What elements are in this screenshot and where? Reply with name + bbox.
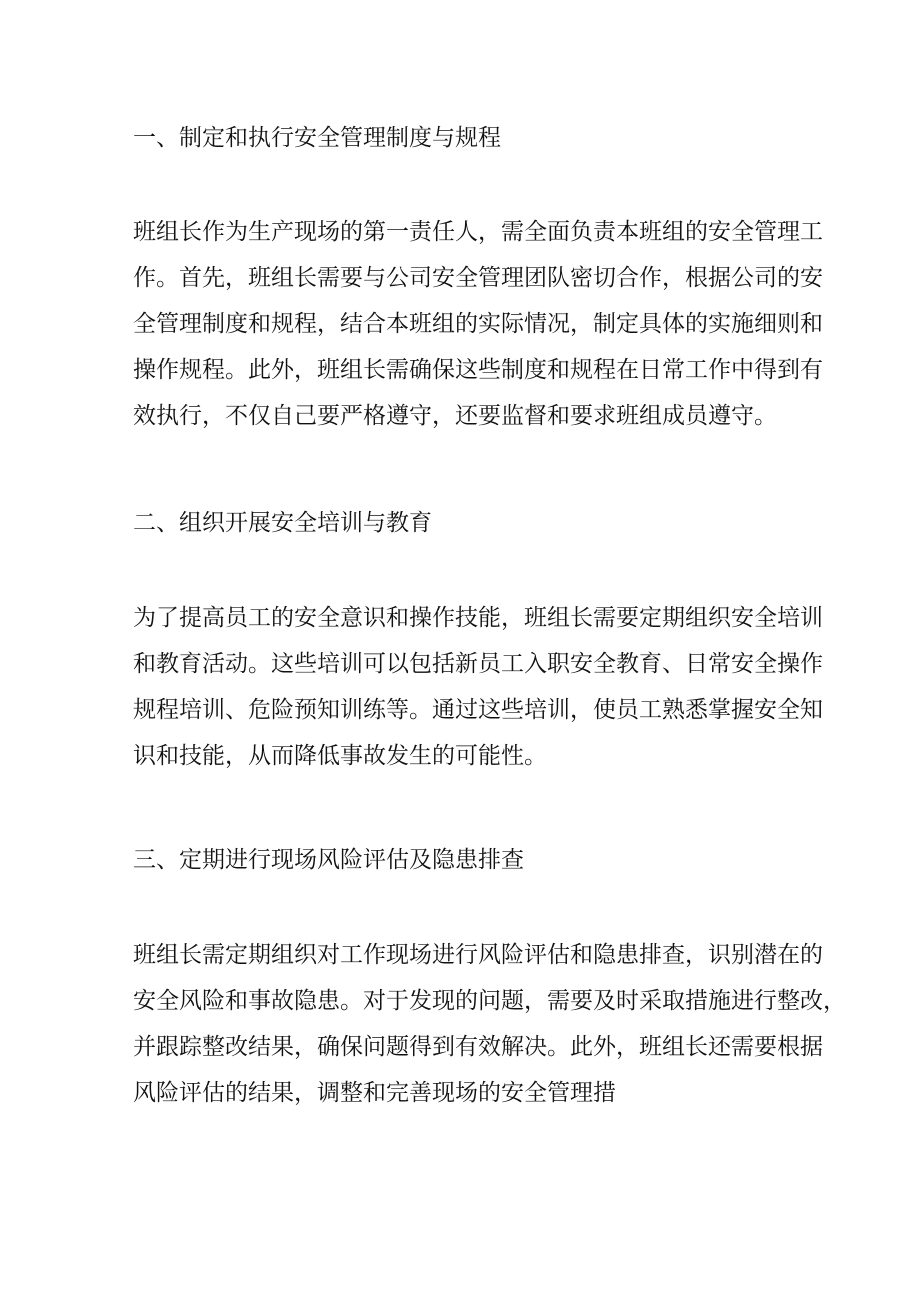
paragraph-line: 班组长作为生产现场的第一责任人，需全面负责本班组的安全管理工 bbox=[133, 219, 823, 245]
section-3-paragraph bbox=[133, 932, 846, 1116]
paragraph-line: 作。首先，班组长需要与公司安全管理团队密切合作，根据公司的安 bbox=[133, 265, 823, 291]
paragraph-line: 操作规程。此外，班组长需确保这些制度和规程在日常工作中得到有 bbox=[133, 357, 823, 383]
section-1-paragraph bbox=[133, 209, 823, 439]
paragraph-line: 全管理制度和规程，结合本班组的实际情况，制定具体的实施细则和 bbox=[133, 311, 823, 337]
paragraph-line: 和教育活动。这些培训可以包括新员工入职安全教育、日常安全操作 bbox=[133, 651, 823, 677]
paragraph-line: 风险评估的结果，调整和完善现场的安全管理措 bbox=[133, 1080, 616, 1106]
paragraph-line: 效执行，不仅自己要严格遵守，还要监督和要求班组成员遵守。 bbox=[133, 403, 777, 429]
paragraph-line: 并跟踪整改结果，确保问题得到有效解决。此外，班组长还需要根据 bbox=[133, 1034, 823, 1060]
section-2-heading: 二、组织开展安全培训与教育 bbox=[133, 510, 432, 536]
paragraph-line: 班组长需定期组织对工作现场进行风险评估和隐患排查，识别潜在的 bbox=[133, 942, 823, 968]
paragraph-line: 规程培训、危险预知训练等。通过这些培训，使员工熟悉掌握安全知 bbox=[133, 697, 823, 723]
paragraph-line: 安全风险和事故隐患。对于发现的问题，需要及时采取措施进行整改， bbox=[133, 988, 846, 1014]
section-2-paragraph bbox=[133, 595, 823, 779]
section-1-heading: 一、制定和执行安全管理制度与规程 bbox=[133, 125, 501, 151]
paragraph-line: 为了提高员工的安全意识和操作技能，班组长需要定期组织安全培训 bbox=[133, 605, 823, 631]
paragraph-line: 识和技能，从而降低事故发生的可能性。 bbox=[133, 743, 547, 769]
section-3-heading: 三、定期进行现场风险评估及隐患排查 bbox=[133, 847, 524, 873]
